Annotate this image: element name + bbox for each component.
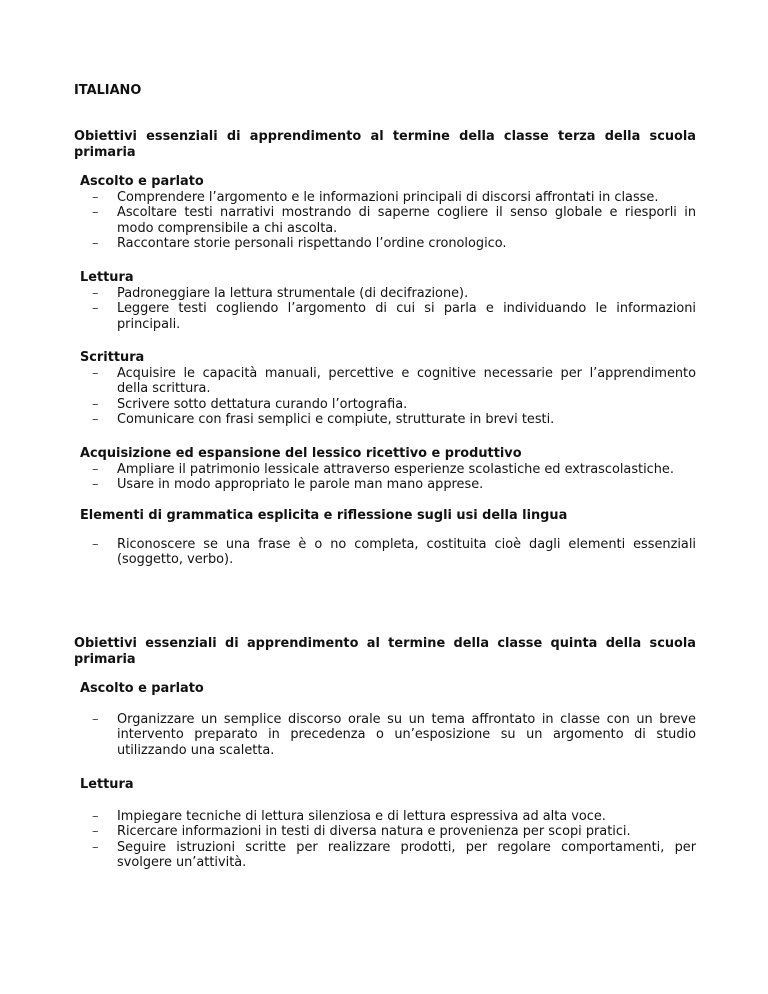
dash-bullet-icon: –	[92, 301, 99, 316]
section-ascolto-parlato-quinta	[80, 681, 696, 758]
dash-bullet-icon: –	[92, 711, 99, 727]
list-item: – Impiegare tecniche di lettura silenziosa e di lettura espressiva ad alta voce.	[92, 808, 606, 824]
list-item: – Ricercare informazioni in testi di diversa natura e provenienza per scopi pratici.	[92, 824, 631, 839]
section-lessico-terza	[80, 446, 696, 493]
list-item: – Comprendere l’argomento e le informazioni principali di discorsi affrontati in classe.	[92, 189, 659, 205]
dash-bullet-icon: –	[92, 205, 99, 220]
dash-bullet-icon: –	[92, 461, 99, 477]
section-lettura-terza	[80, 270, 696, 332]
subject-title: ITALIANO	[74, 83, 142, 98]
dash-bullet-icon: –	[92, 477, 99, 492]
section-title: Lettura	[80, 270, 134, 285]
list-item: – Comunicare con frasi semplici e compiute, strutturate in brevi testi.	[92, 412, 555, 427]
dash-bullet-icon: –	[92, 824, 99, 839]
list-item: – Riconoscere se una frase è o no completa, costituita cioè dagli elementi essenziali (soggetto, verbo).	[92, 536, 696, 567]
list-item: – Leggere testi cogliendo l’argomento di cui si parla e individuando le informazioni principali.	[92, 301, 696, 332]
dash-bullet-icon: –	[92, 285, 99, 301]
section-lettura-quinta	[80, 777, 696, 871]
section-title: Ascolto e parlato	[80, 174, 204, 189]
list-item: – Ampliare il patrimonio lessicale attraverso esperienze scolastiche ed extrascolastiche.	[92, 461, 674, 477]
list-item: – Acquisire le capacità manuali, percettive e cognitive necessarie per l’apprendimento della scrittura.	[92, 365, 696, 396]
dash-bullet-icon: –	[92, 536, 99, 552]
dash-bullet-icon: –	[92, 412, 99, 427]
section-grammatica-terza	[80, 508, 696, 568]
dash-bullet-icon: –	[92, 839, 99, 855]
dash-bullet-icon: –	[92, 396, 99, 412]
section-title: Ascolto e parlato	[80, 681, 204, 696]
objective-title-terza: Obiettivi essenziali di apprendimento al termine della classe terza della scuola primaria	[74, 129, 696, 160]
section-title: Acquisizione ed espansione del lessico ricettivo e produttivo	[80, 446, 522, 461]
list-item: – Raccontare storie personali rispettando l’ordine cronologico.	[92, 236, 507, 251]
dash-bullet-icon: –	[92, 365, 99, 381]
dash-bullet-icon: –	[92, 236, 99, 251]
section-ascolto-parlato-terza	[80, 174, 696, 252]
section-title: Elementi di grammatica esplicita e riflessione sugli usi della lingua	[80, 508, 568, 523]
list-item: – Scrivere sotto dettatura curando l’ortografia.	[92, 396, 408, 412]
list-item: – Seguire istruzioni scritte per realizzare prodotti, per regolare comportamenti, per svolgere un’attività.	[92, 839, 696, 870]
list-item: – Ascoltare testi narrativi mostrando di saperne cogliere il senso globale e riesporli in modo comprensibile a chi ascolta.	[92, 205, 696, 236]
list-item: – Usare in modo appropriato le parole man mano apprese.	[92, 477, 484, 492]
objective-title-quinta: Obiettivi essenziali di apprendimento al termine della classe quinta della scuola primaria	[74, 636, 696, 667]
section-title: Scrittura	[80, 350, 145, 365]
dash-bullet-icon: –	[92, 808, 99, 824]
dash-bullet-icon: –	[92, 189, 99, 205]
section-scrittura-terza	[80, 350, 696, 428]
list-item: – Organizzare un semplice discorso orale su un tema affrontato in classe con un breve intervento preparato in precedenza o un’esposizione su un argomento di studio utilizzando una scaletta.	[92, 711, 696, 758]
list-item: – Padroneggiare la lettura strumentale (di decifrazione).	[92, 285, 469, 301]
section-title: Lettura	[80, 777, 134, 792]
